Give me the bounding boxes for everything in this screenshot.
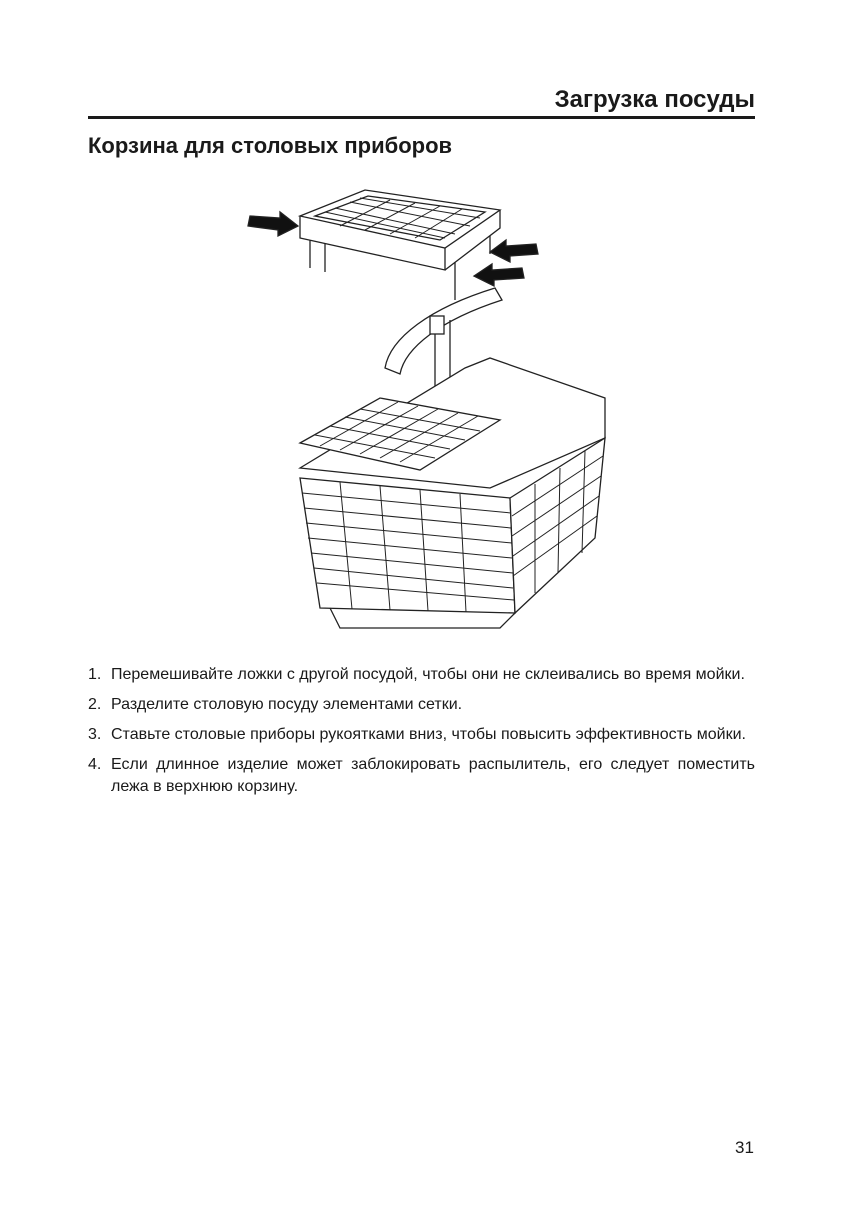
arrow-left-icon <box>490 240 538 262</box>
instructions-list <box>88 664 755 806</box>
header-rule <box>88 116 755 119</box>
grid-cover-icon <box>300 190 500 300</box>
item-text: Перемешивайте ложки с другой посудой, чтобы они не склеивались во время мойки. <box>111 666 745 683</box>
item-text: Если длинное изделие может заблокировать распылитель, его следует поместить лежа в верхнюю корзину. <box>111 756 755 795</box>
list-item <box>88 694 755 716</box>
item-text: Ставьте столовые приборы рукоятками вниз, чтобы повысить эффективность мойки. <box>111 726 746 743</box>
list-item <box>88 664 755 686</box>
list-item <box>88 754 755 798</box>
item-text: Разделите столовую посуду элементами сетки. <box>111 696 463 713</box>
page-number: 31 <box>735 1138 754 1157</box>
chapter-title: Загрузка посуды <box>554 86 755 113</box>
item-number: 3. <box>88 726 102 743</box>
arrow-right-icon <box>248 212 298 236</box>
item-number: 1. <box>88 666 102 683</box>
item-number: 4. <box>88 756 102 773</box>
cutlery-basket-illustration <box>240 188 620 638</box>
arrow-left-icon <box>474 264 524 286</box>
section-title: Корзина для столовых приборов <box>88 133 453 158</box>
basket-icon <box>300 358 605 628</box>
list-item <box>88 724 755 746</box>
item-number: 2. <box>88 696 102 713</box>
